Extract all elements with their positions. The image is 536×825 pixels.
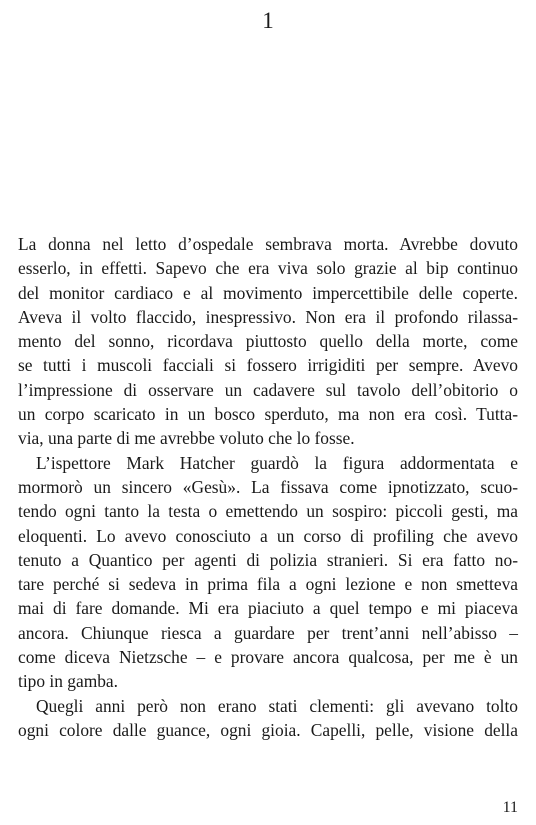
text-line: se tutti i muscoli facciali si fossero irrigiditi per sempre. Avevo	[18, 355, 518, 376]
text-line: tipo in gamba.	[18, 671, 118, 692]
text-line: come diceva Nietzsche – e provare ancora qualcosa, per me è un	[18, 647, 518, 668]
text-line: tare perché si sedeva in prima fila a ogni lezione e non smetteva	[18, 574, 518, 595]
text-line: Aveva il volto flaccido, inespressivo. Non era il profondo rilassa-	[18, 306, 518, 327]
text-line: mormorò un sincero «Gesù». La fissava come ipnotizzato, scuo-	[18, 476, 518, 497]
page-number: 11	[502, 799, 518, 816]
text-line: L’ispettore Mark Hatcher guardò la figura addormentata e	[36, 452, 518, 473]
text-line: Quegli anni però non erano stati clementi: gli avevano tolto	[36, 695, 518, 716]
text-line: tenuto a Quantico per agenti di polizia stranieri. Si era fatto no-	[18, 549, 518, 570]
text-line: mai di fare domande. Mi era piaciuto a quel tempo e mi piaceva	[18, 598, 518, 619]
text-line: eloquenti. Lo avevo conosciuto a un corso di profiling che avevo	[18, 525, 518, 546]
text-line: del monitor cardiaco e al movimento impercettibile delle coperte.	[18, 282, 518, 303]
text-line: mento del sonno, ricordava piuttosto quello della morte, come	[18, 331, 518, 352]
chapter-number: 1	[262, 8, 274, 33]
text-line: un corpo scaricato in un bosco sperduto, ma non era così. Tutta-	[18, 404, 518, 425]
text-line: La donna nel letto d’ospedale sembrava morta. Avrebbe dovuto	[18, 234, 518, 254]
text-line: esserlo, in effetti. Sapevo che era viva solo grazie al bip continuo	[18, 258, 518, 279]
text-line: ogni colore dalle guance, ogni gioia. Capelli, pelle, visione della	[18, 719, 518, 740]
body-text	[18, 232, 518, 742]
text-line: tendo ogni tanto la testa o emettendo un sospiro: piccoli gesti, ma	[18, 501, 518, 522]
text-line: ancora. Chiunque riesca a guardare per trent’anni nell’abisso –	[18, 622, 518, 643]
text-line: l’impressione di osservare un cadavere sul tavolo dell’obitorio o	[18, 379, 518, 400]
text-line: via, una parte di me avrebbe voluto che lo fosse.	[18, 428, 355, 449]
